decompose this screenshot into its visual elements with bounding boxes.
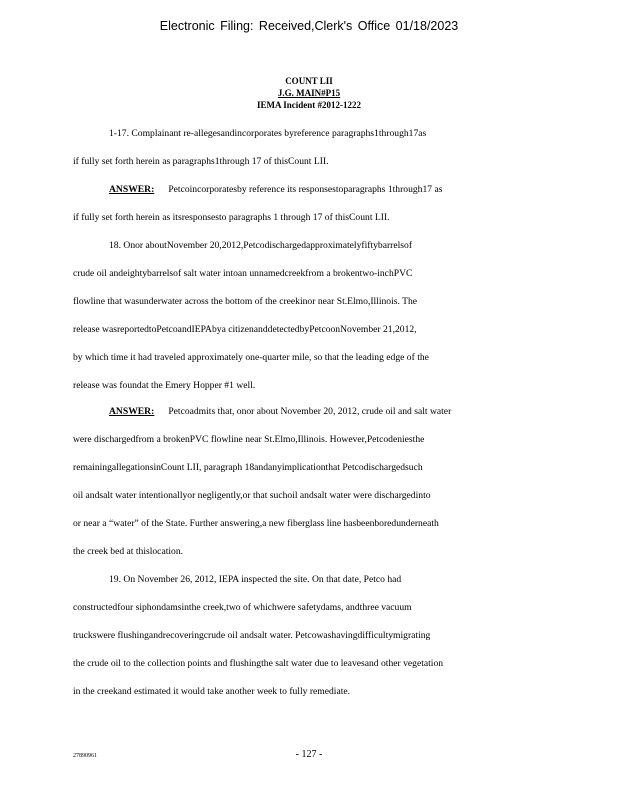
answer-line <box>109 184 533 196</box>
filing-header: Electronic Filing: Received,Clerk's Office 01/18/2023 <box>159 19 459 33</box>
answer-label: ANSWER: <box>109 406 155 417</box>
count-title: COUNT LII <box>285 76 333 86</box>
answer-label: ANSWER: <box>109 184 155 195</box>
answer-line <box>109 406 533 418</box>
document-id: 27890961 <box>73 753 97 759</box>
paragraph-line: the crude oil to the collection points and flushingthe salt water due to leavesand other vegetation <box>73 658 444 669</box>
paragraph-line: in the creekand estimated it would take another week to fully remediate. <box>73 686 351 697</box>
paragraph-line: crude oil andeightybarrelsof salt water intoan unnamedcreekfrom a brokentwo-inchPVC <box>73 268 413 279</box>
paragraph-line: if fully set forth herein as paragraphs1through 17 of thisCount LII. <box>73 156 329 167</box>
paragraph-line: if fully set forth herein as itsresponsesto paragraphs 1 through 17 of thisCount LII. <box>73 212 390 223</box>
paragraph-line: truckswere flushingandrecoveringcrude oil andsalt water. Petcowashavingdifficultymigrating <box>73 630 431 641</box>
paragraph-line: remainingallegationsinCount LII, paragraph 18andanyimplicationthat Petcodischargedsuch <box>73 462 423 473</box>
paragraph-line: release wasreportedtoPetcoandIEPAbya citizenanddetectedbyPetcoonNovember 21,2012, <box>73 324 417 335</box>
case-name: J.G. MAIN#P15 <box>277 88 341 98</box>
paragraph-line: oil andsalt water intentionallyor negligently,or that suchoil andsalt water were dischargedinto <box>73 490 431 501</box>
page-number: - 127 - <box>295 749 323 760</box>
paragraph-line: constructedfour siphondamsinthe creek,two of whichwere safetydams, andthree vacuum <box>73 602 412 613</box>
paragraph-line: 18. Onor aboutNovember 20,2012,Petcodischargedapproximatelyfiftybarrelsof <box>109 240 413 251</box>
paragraph-line: the creek bed at thislocation. <box>73 546 184 557</box>
paragraph-line: by which time it had traveled approximately one-quarter mile, so that the leading edge of the <box>73 352 429 363</box>
paragraph-line: or near a “water” of the State. Further answering,a new fiberglass line hasbeenboredunderneath <box>73 518 439 529</box>
answer-text: Petcoadmits that, onor about November 20, 2012, crude oil and salt water <box>168 406 452 417</box>
paragraph-line: flowline that wasunderwater across the bottom of the creekinor near St.Elmo,Illinois. The <box>73 296 418 307</box>
paragraph-line: 19. On November 26, 2012, IEPA inspected the site. On that date, Petco had <box>109 574 402 585</box>
paragraph-line: were dischargedfrom a brokenPVC flowline near St.Elmo,Illinois. However,Petcodeniesthe <box>73 434 425 445</box>
answer-text: Petcoincorporatesby reference its responsestoparagraphs 1through17 as <box>168 184 443 195</box>
incident-number: IEMA Incident #2012-1222 <box>256 100 361 110</box>
paragraph-line: 1-17. Complainant re-allegesandincorporates byreference paragraphs1through17as <box>109 128 427 139</box>
paragraph-line: release was foundat the Emery Hopper #1 well. <box>73 380 256 391</box>
